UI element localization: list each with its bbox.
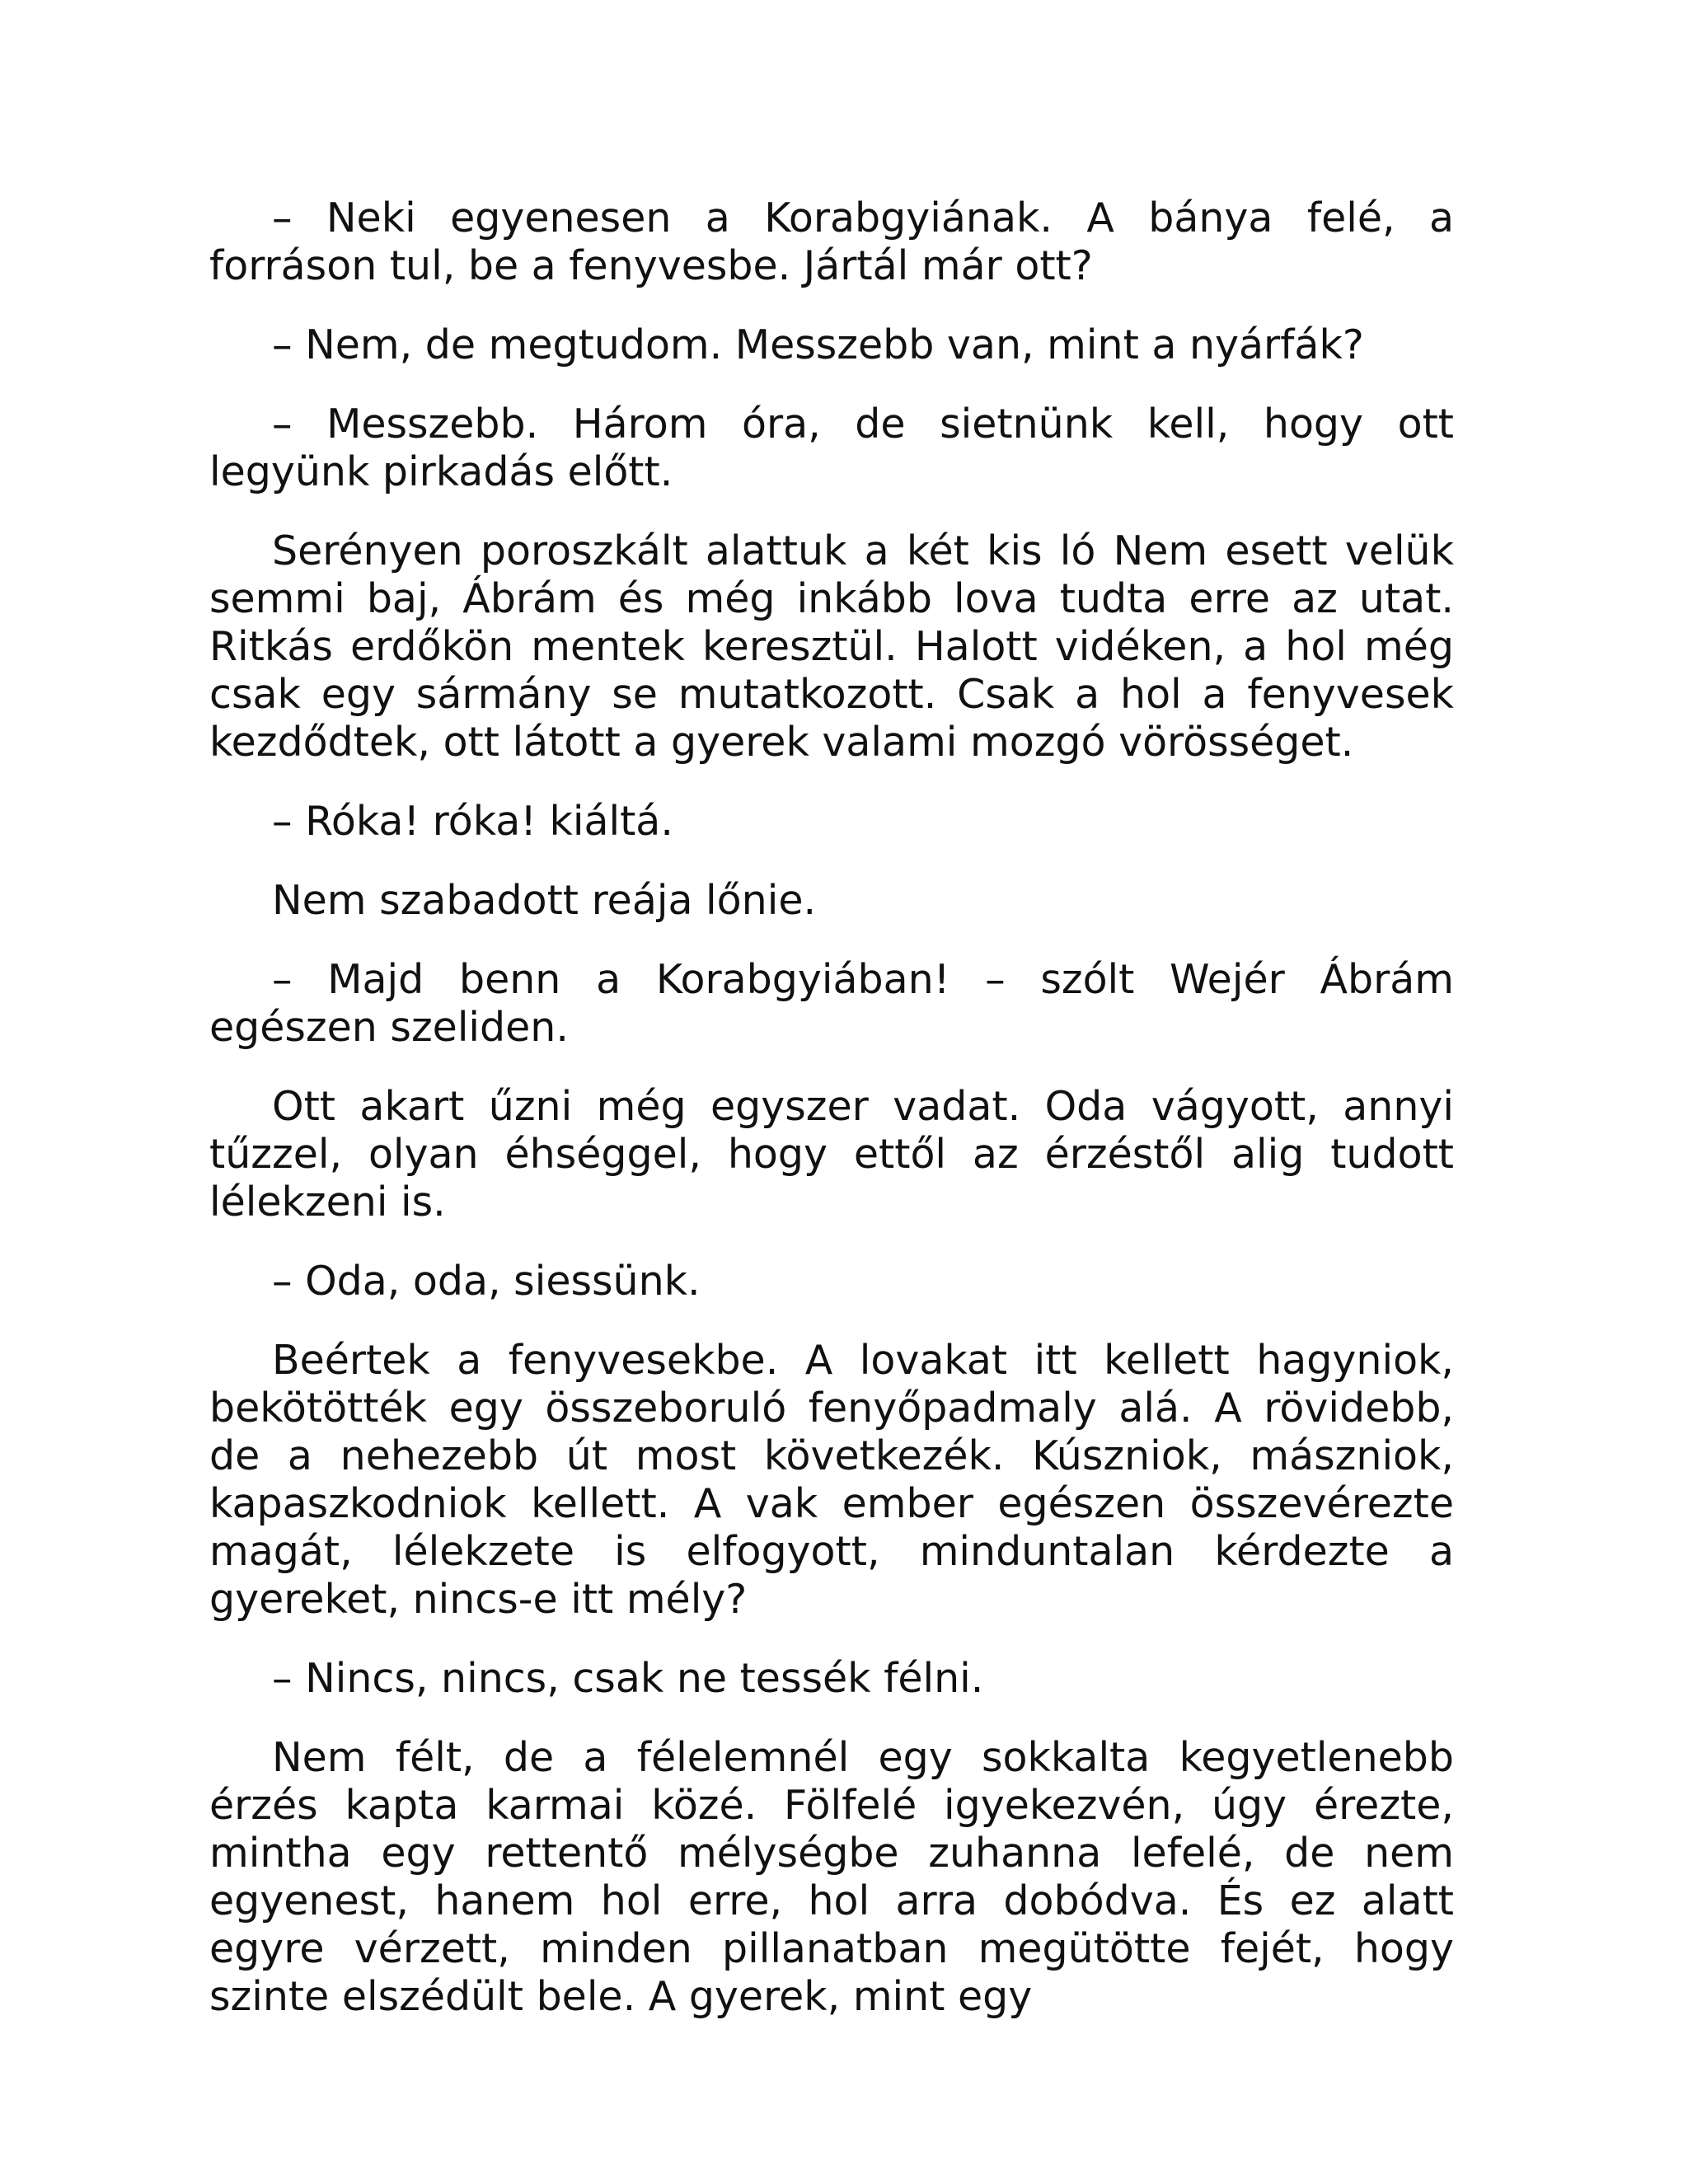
paragraph-9: – Oda, oda, siessünk. xyxy=(272,1258,701,1305)
paragraph-6: Nem szabadott reája lőnie. xyxy=(272,877,817,924)
paragraph-2: – Nem, de megtudom. Messzebb van, mint a nyárfák? xyxy=(272,321,1364,368)
paragraph-5: – Róka! róka! kiáltá. xyxy=(272,798,673,845)
paragraph-7: – Majd benn a Korabgyiában! – szólt Wejér Ábrám egészen szeliden. xyxy=(209,956,1454,1051)
paragraph-11: – Nincs, nincs, csak ne tessék félni. xyxy=(272,1655,984,1702)
document-page xyxy=(209,194,1454,2021)
paragraph-4: Serényen poroszkált alattuk a két kis ló Nem esett velük semmi baj, Ábrám és még inkább lova tudta erre az utat. Ritkás erdőkön mentek keresztül. Halott vidéken, a hol még csak egy sármány se mutatkozott. Csak a hol a fenyvesek kezdődtek, ott látott a gyerek valami mozgó vörösséget. xyxy=(209,527,1454,766)
paragraph-12: Nem félt, de a félelemnél egy sokkalta kegyetlenebb érzés kapta karmai közé. Fölfelé igyekezvén, úgy érezte, mintha egy rettentő mélységbe zuhanna lefelé, de nem egyenest, hanem hol erre, hol arra dobódva. És ez alatt egyre vérzett, minden pillanatban megütötte fejét, hogy szinte elszédült bele. A gyerek, mint egy xyxy=(209,1734,1454,2020)
paragraph-3: – Messzebb. Három óra, de sietnünk kell, hogy ott legyünk pirkadás előtt. xyxy=(209,401,1454,495)
paragraph-8: Ott akart űzni még egyszer vadat. Oda vágyott, annyi tűzzel, olyan éhséggel, hogy ettől az érzéstől alig tudott lélekzeni is. xyxy=(209,1083,1454,1226)
paragraph-10: Beértek a fenyvesekbe. A lovakat itt kellett hagyniok, bekötötték egy összeboruló fenyőpadmaly alá. A rövidebb, de a nehezebb út most következék. Kúszniok, mászniok, kapaszkodniok kellett. A vak ember egészen összevérezte magát, lélekzete is elfogyott, minduntalan kérdezte a gyereket, nincs-e itt mély? xyxy=(209,1337,1454,1623)
paragraph-1: – Neki egyenesen a Korabgyiának. A bánya felé, a forráson tul, be a fenyvesbe. Jártál már ott? xyxy=(209,194,1454,289)
